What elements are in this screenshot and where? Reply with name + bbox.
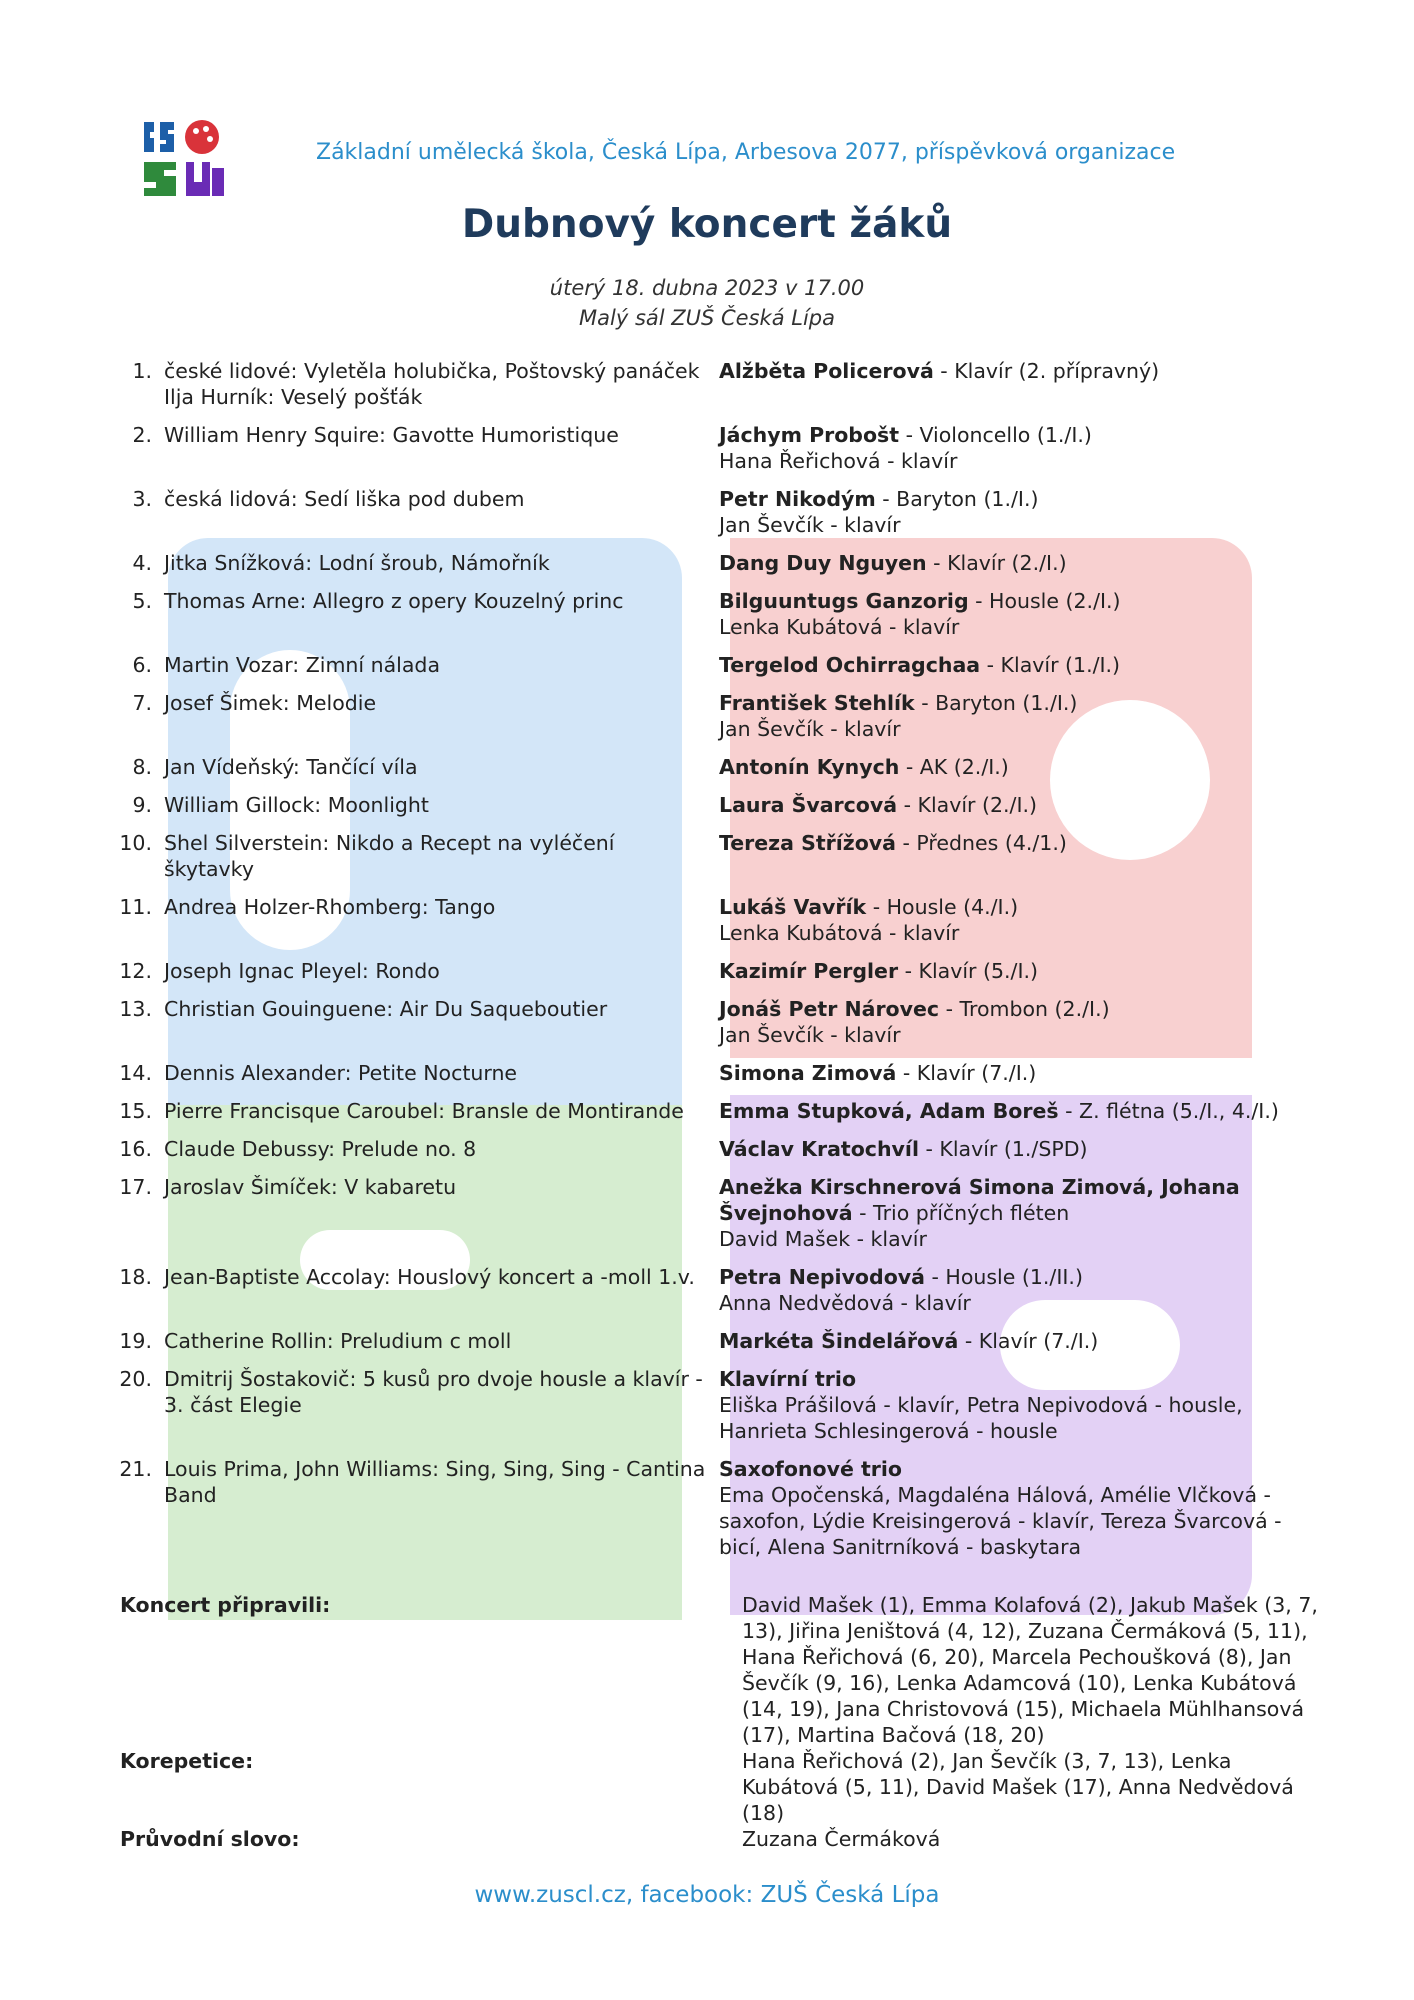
credit-value: Hana Řeřichová (2), Jan Ševčík (3, 7, 13), Lenka Kubátová (5, 11), David Mašek (17), Anna Nedvědová (18)	[742, 1749, 1294, 1825]
piece-title: Shel Silverstein: Nikdo a Recept na vyléčení škytavky	[164, 831, 615, 881]
performer-name: Lukáš Vavřík	[719, 895, 867, 919]
performer-instrument: - AK (2./I.)	[899, 755, 1009, 779]
concert-date: úterý 18. dubna 2023 v 17.00	[549, 276, 865, 300]
piece-title: české lidové: Vyletěla holubička, Poštovský panáček	[164, 359, 700, 383]
piece-title: Ilja Hurník: Veselý pošťák	[164, 385, 423, 409]
program-item	[0, 830, 1414, 882]
performer-instrument: - Klavír (2. přípravný)	[933, 359, 1160, 383]
item-number: 2.	[132, 423, 152, 447]
page-title: Dubnový koncert žáků	[461, 202, 953, 247]
performer-instrument: - Klavír (7./I.)	[896, 1061, 1037, 1085]
program-item	[0, 652, 1414, 678]
performer-name: Simona Zimová	[719, 1061, 897, 1085]
performer-name: Václav Kratochvíl	[719, 1137, 919, 1161]
performer-instrument: - Housle (4./I.)	[866, 895, 1019, 919]
item-number: 10.	[119, 831, 152, 855]
item-number: 4.	[132, 551, 152, 575]
program-item	[0, 690, 1414, 742]
item-number: 21.	[119, 1457, 152, 1481]
piece-title: Jitka Snížková: Lodní šroub, Námořník	[164, 551, 550, 575]
credit-row	[0, 1748, 1414, 1826]
program-item	[0, 422, 1414, 474]
item-number: 7.	[132, 691, 152, 715]
performer-instrument: - Klavír (2./I.)	[897, 793, 1038, 817]
program-item	[0, 1264, 1414, 1316]
program-item	[0, 1456, 1414, 1560]
accompanist: Jan Ševčík - klavír	[719, 1023, 901, 1047]
performer-instrument: - Klavír (2./I.)	[926, 551, 1067, 575]
performer-name: Anežka Kirschnerová Simona Zimová, Johana Švejnohová	[719, 1175, 1240, 1225]
piece-title: Jaroslav Šimíček: V kabaretu	[164, 1175, 457, 1199]
piece-title: Claude Debussy: Prelude no. 8	[164, 1137, 477, 1161]
credit-value: Zuzana Čermáková	[742, 1827, 941, 1851]
performer-instrument: - Klavír (1./I.)	[980, 653, 1121, 677]
item-number: 11.	[119, 895, 152, 919]
zus-logo-icon	[140, 118, 226, 200]
performer-instrument: - Housle (1./II.)	[924, 1265, 1083, 1289]
item-number: 16.	[119, 1137, 152, 1161]
piece-title: Martin Vozar: Zimní nálada	[164, 653, 441, 677]
accompanist: Eliška Prášilová - klavír, Petra Nepivodová - housle, Hanrieta Schlesingerová - housle	[719, 1393, 1243, 1443]
accompanist: Lenka Kubátová - klavír	[719, 615, 960, 639]
program-list	[0, 358, 1414, 1572]
performer-name: Petra Nepivodová	[719, 1265, 925, 1289]
performer-name: Jáchym Probošt	[719, 423, 900, 447]
school-name: Základní umělecká škola, Česká Lípa, Arbesova 2077, příspěvková organizace	[316, 140, 1176, 165]
footer-links[interactable]: www.zuscl.cz, facebook: ZUŠ Česká Lípa	[474, 1882, 940, 1908]
piece-title: Andrea Holzer-Rhomberg: Tango	[164, 895, 496, 919]
performer-instrument: - Trio příčných fléten	[852, 1201, 1070, 1225]
performer-name: Emma Stupková, Adam Boreš	[719, 1099, 1059, 1123]
program-item	[0, 958, 1414, 984]
performer-name: Bilguuntugs Ganzorig	[719, 589, 969, 613]
performer-instrument: - Přednes (4./1.)	[896, 831, 1067, 855]
piece-title: Catherine Rollin: Preludium c moll	[164, 1329, 512, 1353]
performer-name: Saxofonové trio	[719, 1457, 903, 1481]
item-number: 8.	[132, 755, 152, 779]
accompanist: Jan Ševčík - klavír	[719, 513, 901, 537]
piece-title: William Henry Squire: Gavotte Humoristique	[164, 423, 619, 447]
item-number: 13.	[119, 997, 152, 1021]
program-item	[0, 754, 1414, 780]
performer-instrument: - Klavír (5./I.)	[898, 959, 1039, 983]
performer-instrument: - Klavír (7./I.)	[958, 1329, 1099, 1353]
credits	[0, 1592, 1414, 1852]
piece-title: Pierre Francisque Caroubel: Bransle de Montirande	[164, 1099, 684, 1123]
piece-title: Joseph Ignac Pleyel: Rondo	[164, 959, 440, 983]
piece-title: Dennis Alexander: Petite Nocturne	[164, 1061, 518, 1085]
performer-name: Antonín Kynych	[719, 755, 900, 779]
program-item	[0, 792, 1414, 818]
performer-name: Markéta Šindelářová	[719, 1329, 959, 1353]
program-item	[0, 894, 1414, 946]
program-item	[0, 1174, 1414, 1252]
item-number: 3.	[132, 487, 152, 511]
program-item	[0, 1098, 1414, 1124]
accompanist: Ema Opočenská, Magdaléna Hálová, Amélie Vlčková - saxofon, Lýdie Kreisingerová - klavír, Tereza Švarcová - bicí, Alena Sanitrníková - baskytara	[719, 1483, 1282, 1559]
program-item	[0, 1366, 1414, 1444]
item-number: 20.	[119, 1367, 152, 1391]
credit-row	[0, 1592, 1414, 1748]
item-number: 12.	[119, 959, 152, 983]
concert-venue: Malý sál ZUŠ Česká Lípa	[579, 306, 835, 330]
credit-label: Korepetice:	[120, 1749, 254, 1773]
piece-title: Jan Vídeňský: Tančící víla	[164, 755, 418, 779]
performer-instrument: - Trombon (2./I.)	[939, 997, 1110, 1021]
performer-instrument: - Klavír (1./SPD)	[918, 1137, 1088, 1161]
piece-title: Louis Prima, John Williams: Sing, Sing, Sing - Cantina Band	[164, 1457, 706, 1507]
program-item	[0, 1060, 1414, 1086]
item-number: 6.	[132, 653, 152, 677]
credit-row	[0, 1826, 1414, 1852]
piece-title: Christian Gouinguene: Air Du Saqueboutier	[164, 997, 608, 1021]
performer-instrument: - Baryton (1./I.)	[875, 487, 1039, 511]
performer-name: Alžběta Policerová	[719, 359, 934, 383]
program-item	[0, 358, 1414, 410]
accompanist: Jan Ševčík - klavír	[719, 717, 901, 741]
item-number: 5.	[132, 589, 152, 613]
item-number: 14.	[119, 1061, 152, 1085]
performer-instrument: - Housle (2./I.)	[968, 589, 1121, 613]
performer-name: Kazimír Pergler	[719, 959, 899, 983]
accompanist: Hana Řeřichová - klavír	[719, 449, 958, 473]
performer-name: Jonáš Petr Nárovec	[719, 997, 940, 1021]
accompanist: Lenka Kubátová - klavír	[719, 921, 960, 945]
performer-name: Tereza Střížová	[719, 831, 896, 855]
piece-title: česká lidová: Sedí liška pod dubem	[164, 487, 525, 511]
performer-name: Klavírní trio	[719, 1367, 857, 1391]
piece-title: Josef Šimek: Melodie	[164, 691, 377, 715]
performer-name: Tergelod Ochirragchaa	[719, 653, 981, 677]
performer-name: Petr Nikodým	[719, 487, 876, 511]
credit-label: Koncert připravili:	[120, 1593, 331, 1617]
piece-title: Dmitrij Šostakovič: 5 kusů pro dvoje housle a klavír - 3. část Elegie	[164, 1367, 703, 1417]
performer-instrument: - Violoncello (1./I.)	[899, 423, 1092, 447]
performer-name: František Stehlík	[719, 691, 915, 715]
credit-value: David Mašek (1), Emma Kolafová (2), Jakub Mašek (3, 7, 13), Jiřina Jeništová (4, 12), Zuzana Čermáková (5, 11), Hana Řeřichová (6, 20), Marcela Pechoušková (8), Jan Ševčík (9, 16), Lenka Adamcová (10), Lenka Kubátová (14, 19), Jana Christovová (15), Michaela Mühlhansová (17), Martina Bačová (18, 20)	[742, 1593, 1318, 1747]
item-number: 19.	[119, 1329, 152, 1353]
program-item	[0, 588, 1414, 640]
program-item	[0, 1328, 1414, 1354]
performer-name: Laura Švarcová	[719, 793, 898, 817]
program-item	[0, 550, 1414, 576]
accompanist: David Mašek - klavír	[719, 1227, 927, 1251]
credit-label: Průvodní slovo:	[120, 1827, 300, 1851]
program-item	[0, 486, 1414, 538]
program-item	[0, 1136, 1414, 1162]
item-number: 17.	[119, 1175, 152, 1199]
performer-name: Dang Duy Nguyen	[719, 551, 927, 575]
program-item	[0, 996, 1414, 1048]
piece-title: Jean-Baptiste Accolay: Houslový koncert a -moll 1.v.	[164, 1265, 695, 1289]
piece-title: William Gillock: Moonlight	[164, 793, 429, 817]
item-number: 1.	[132, 359, 152, 383]
piece-title: Thomas Arne: Allegro z opery Kouzelný princ	[164, 589, 624, 613]
accompanist: Anna Nedvědová - klavír	[719, 1291, 971, 1315]
performer-instrument: - Z. flétna (5./I., 4./I.)	[1058, 1099, 1279, 1123]
item-number: 9.	[132, 793, 152, 817]
performer-instrument: - Baryton (1./I.)	[914, 691, 1078, 715]
item-number: 18.	[119, 1265, 152, 1289]
item-number: 15.	[119, 1099, 152, 1123]
